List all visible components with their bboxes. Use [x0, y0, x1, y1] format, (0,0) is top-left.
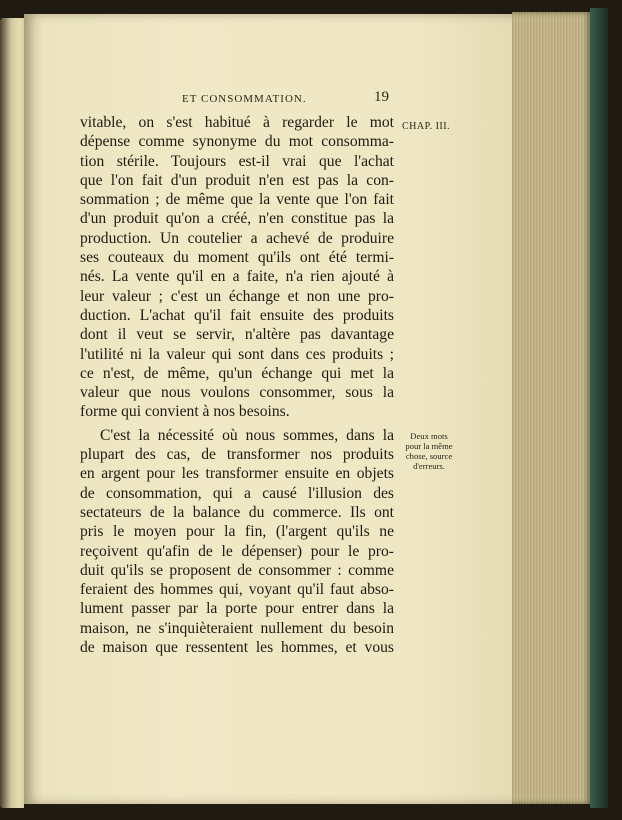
- text-line: plupart des cas, de transformer nos produits: [80, 446, 394, 464]
- text-line: tion stérile. Toujours est-il vrai que l'achat: [80, 152, 394, 170]
- text-line: pris le moyen pour la fin, (l'argent qu'ils ne: [80, 523, 394, 541]
- margin-note-line: d'erreurs.: [413, 461, 445, 471]
- text-line: ses couteaux du moment qu'ils ont été termi-: [80, 249, 394, 267]
- text-line: valeur que nous voulons consommer, sous la: [80, 384, 394, 402]
- body-text: [80, 113, 394, 657]
- text-line: vitable, on s'est habitué à regarder le mot: [80, 114, 394, 131]
- text-line: nés. La vente qu'il en a faite, n'a rien ajouté à: [80, 268, 394, 286]
- text-line: maison, ne s'inquièteraient nullement du besoin: [80, 619, 394, 637]
- text-line: sectateurs de la balance du commerce. Ils ont: [80, 503, 394, 521]
- left-page-edge: [0, 18, 24, 808]
- text-line: de consommation, qui a causé l'illusion des: [80, 484, 394, 502]
- margin-note: [396, 431, 462, 471]
- text-line: duit qu'ils se proposent de consommer : comme: [80, 561, 394, 579]
- text-line: ce n'est, de même, qu'un échange qui met la: [80, 364, 394, 382]
- text-line: en argent pour les transformer ensuite en objets: [80, 465, 394, 483]
- page-stack-edge: [512, 12, 592, 804]
- text-line: lument passer par la porte pour entrer dans la: [80, 600, 394, 618]
- text-line: dont il veut se servir, n'altère pas davantage: [80, 326, 394, 344]
- text-line: leur valeur ; c'est un échange et non une pro-: [80, 287, 394, 305]
- margin-note-line: pour la même: [405, 441, 453, 451]
- margin-note-line: chose, source: [405, 451, 453, 461]
- running-head: ET CONSOMMATION.: [182, 93, 307, 105]
- text-line: duction. L'achat qu'il fait ensuite des produits: [80, 306, 394, 324]
- margin-note-line: Deux mots: [410, 431, 448, 441]
- text-line: forme qui convient à nos besoins.: [80, 403, 290, 421]
- text-line: C'est la nécessité où nous sommes, dans la: [100, 426, 394, 444]
- text-line: de maison que ressentent les hommes, et vous: [80, 639, 394, 657]
- text-line: reçoivent qu'afin de le dépenser) pour le pro-: [80, 542, 394, 560]
- text-line: feraient des hommes qui, voyant qu'il faut abso-: [80, 581, 394, 599]
- text-line: sommation ; de même que la vente que l'on fait: [80, 191, 394, 209]
- text-line: production. Un coutelier a achevé de produire: [80, 229, 394, 247]
- text-line: dépense comme synonyme du mot consomma-: [80, 133, 394, 151]
- chapter-marker: CHAP. III.: [402, 121, 451, 132]
- text-line: d'un produit qu'on a créé, n'en constitue pas la: [80, 210, 394, 228]
- book-cover-edge: [590, 8, 608, 808]
- text-line: l'utilité ni la valeur qui sont dans ces produits ;: [80, 345, 394, 363]
- text-line: que l'on fait d'un produit n'en est pas la con-: [80, 171, 394, 189]
- page-number: 19: [374, 89, 389, 105]
